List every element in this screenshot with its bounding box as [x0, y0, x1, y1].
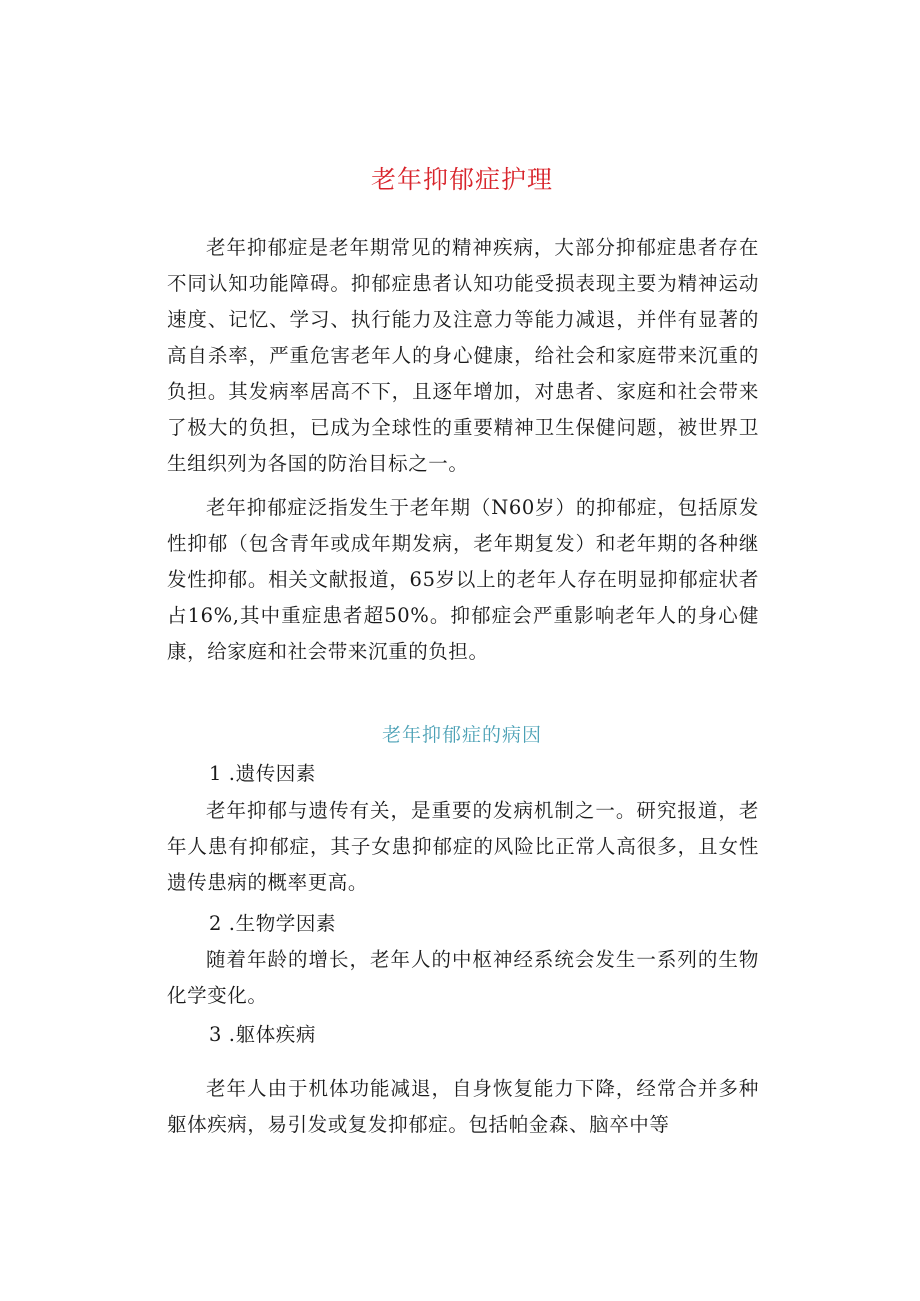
intro-paragraph-1: 老年抑郁症是老年期常见的精神疾病，大部分抑郁症患者存在不同认知功能障碍。抑郁症患者认知功能受损表现主要为精神运动速度、记忆、学习、执行能力及注意力等能力减退，并伴有显著的高自杀率，严重危害老年人的身心健康，给社会和家庭带来沉重的负担。其发病率居高不下，且逐年增加，对患者、家庭和社会带来了极大的负担，已成为全球性的重要精神卫生保健问题，被世界卫生组织列为各国的防治目标之一。	[167, 236, 759, 475]
cause-body-physical: 老年人由于机体功能减退，自身恢复能力下降，经常合并多种躯体疾病，易引发或复发抑郁症。包括帕金森、脑卒中等	[167, 1077, 759, 1136]
cause-body-genetic: 老年抑郁与遗传有关，是重要的发病机制之一。研究报道，老年人患有抑郁症，其子女患抑郁症的风险比正常人高很多，且女性遗传患病的概率更高。	[167, 799, 759, 894]
document-title: 老年抑郁症护理	[370, 165, 553, 194]
cause-heading-physical: 3 .躯体疾病	[209, 1023, 317, 1046]
cause-body-biological: 随着年龄的增长，老年人的中枢神经系统会发生一系列的生物化学变化。	[167, 948, 759, 1007]
cause-heading-genetic: 1 .遗传因素	[209, 762, 317, 785]
cause-heading-biological: 2 .生物学因素	[209, 912, 337, 935]
intro-paragraph-2: 老年抑郁症泛指发生于老年期（N60岁）的抑郁症，包括原发性抑郁（包含青年或成年期发病，老年期复发）和老年期的各种继发性抑郁。相关文献报道，65岁以上的老年人存在明显抑郁症状者占16%,其中重症患者超50%。抑郁症会严重影响老年人的身心健康，给家庭和社会带来沉重的负担。	[167, 496, 759, 663]
section-title: 老年抑郁症的病因	[381, 724, 542, 746]
